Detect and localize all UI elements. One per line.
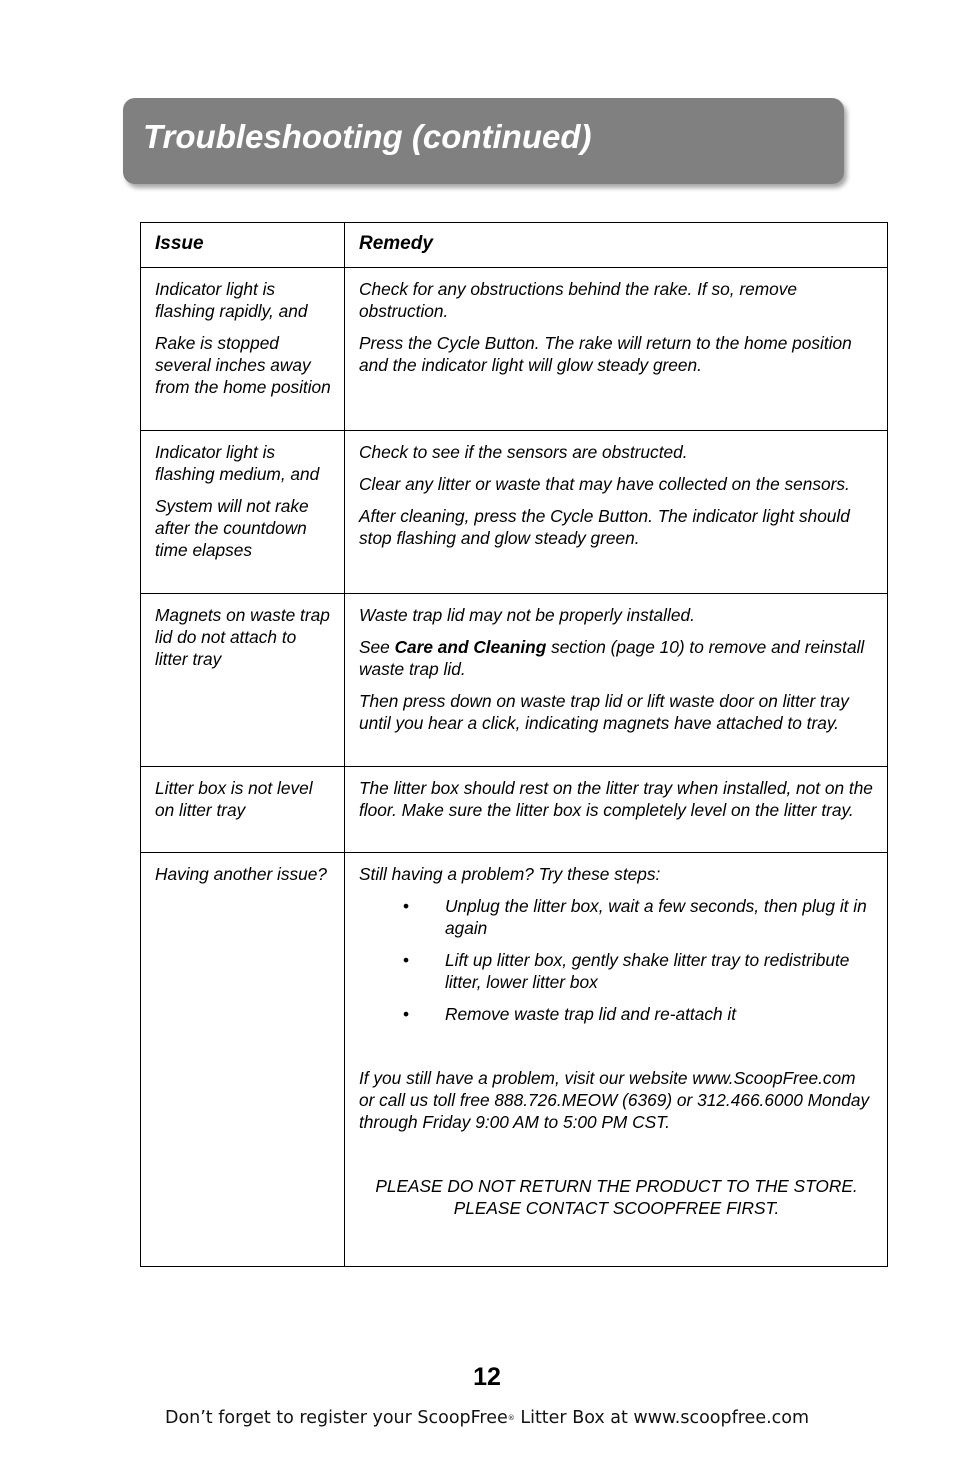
issue-text: Magnets on waste trap lid do not attach to litter tray xyxy=(155,605,330,669)
remedy-cell xyxy=(345,767,888,853)
issue-cell xyxy=(141,431,345,594)
remedy-cell xyxy=(345,594,888,767)
remedy-text: Press the Cycle Button. The rake will return to the home position and the indicator light will glow steady green. xyxy=(359,333,852,375)
troubleshooting-table xyxy=(140,222,888,1267)
section-banner xyxy=(123,98,844,184)
footer-text-after: Litter Box at www.scoopfree.com xyxy=(514,1408,810,1428)
issue-text: System will not rake after the countdown time elapses xyxy=(155,496,309,560)
table-row xyxy=(141,767,888,853)
column-header-issue: Issue xyxy=(141,223,345,268)
table-row xyxy=(141,431,888,594)
remedy-cell xyxy=(345,431,888,594)
issue-cell xyxy=(141,853,345,1267)
footer-note xyxy=(0,1408,954,1428)
remedy-text: After cleaning, press the Cycle Button. The indicator light should stop flashing and glow steady green. xyxy=(359,506,850,548)
remedy-text: Clear any litter or waste that may have collected on the sensors. xyxy=(359,474,850,494)
bullet-icon: • xyxy=(403,1004,410,1024)
bullet-icon: • xyxy=(403,896,410,916)
remedy-text: Waste trap lid may not be properly installed. xyxy=(359,605,695,625)
see-suffix: section (page 10) to remove and reinstall waste trap lid. xyxy=(359,637,865,679)
issue-text: Litter box is not level on litter tray xyxy=(155,778,313,820)
issue-text: Indicator light is flashing rapidly, and xyxy=(155,279,308,321)
step-text: Lift up litter box, gently shake litter tray to redistribute litter, lower litter box xyxy=(445,950,850,992)
step-text: Remove waste trap lid and re-attach it xyxy=(445,1004,737,1024)
page-title: Troubleshooting (continued) xyxy=(143,118,592,155)
remedy-text: The litter box should rest on the litter tray when installed, not on the floor. Make sure the litter box is completely level on the litter tray. xyxy=(359,778,873,820)
bullet-icon: • xyxy=(403,950,410,970)
issue-text: Having another issue? xyxy=(155,864,327,884)
remedy-text: Check to see if the sensors are obstructed. xyxy=(359,442,688,462)
issue-text: Rake is stopped several inches away from the home position xyxy=(155,333,331,397)
remedy-text: Then press down on waste trap lid or lift waste door on litter tray until you hear a click, indicating magnets have attached to tray. xyxy=(359,691,849,733)
issue-cell xyxy=(141,268,345,431)
column-header-remedy: Remedy xyxy=(345,223,888,268)
remedy-text xyxy=(359,636,874,680)
remedy-cell xyxy=(345,853,888,1267)
registered-mark: ® xyxy=(507,1414,515,1422)
remedy-cell xyxy=(345,268,888,431)
remedy-text: Check for any obstructions behind the rake. If so, remove obstruction. xyxy=(359,279,798,321)
page-number: 12 xyxy=(473,1363,501,1391)
table-row xyxy=(141,594,888,767)
list-item xyxy=(359,1003,874,1025)
remedy-intro: Still having a problem? Try these steps: xyxy=(359,864,661,884)
table-row xyxy=(141,853,888,1267)
issue-cell xyxy=(141,594,345,767)
table-header-row xyxy=(141,223,888,268)
list-item xyxy=(359,895,874,939)
issue-cell xyxy=(141,767,345,853)
care-cleaning-reference: Care and Cleaning xyxy=(394,637,547,657)
contact-info: If you still have a problem, visit our website www.ScoopFree.com or call us toll free 888.726.MEOW (6369) or 312.466.6000 Monday through Friday 9:00 AM to 5:00 PM CST. xyxy=(359,1068,870,1132)
issue-text: Indicator light is flashing medium, and xyxy=(155,442,320,484)
see-prefix: See xyxy=(359,637,395,657)
footer-text-before: Don’t forget to register your ScoopFree xyxy=(164,1408,508,1428)
return-warning: PLEASE DO NOT RETURN THE PRODUCT TO THE STORE. PLEASE CONTACT SCOOPFREE FIRST. xyxy=(375,1176,858,1218)
list-item xyxy=(359,949,874,993)
steps-list xyxy=(359,895,874,1025)
step-text: Unplug the litter box, wait a few seconds, then plug it in again xyxy=(445,896,867,938)
table-row xyxy=(141,268,888,431)
